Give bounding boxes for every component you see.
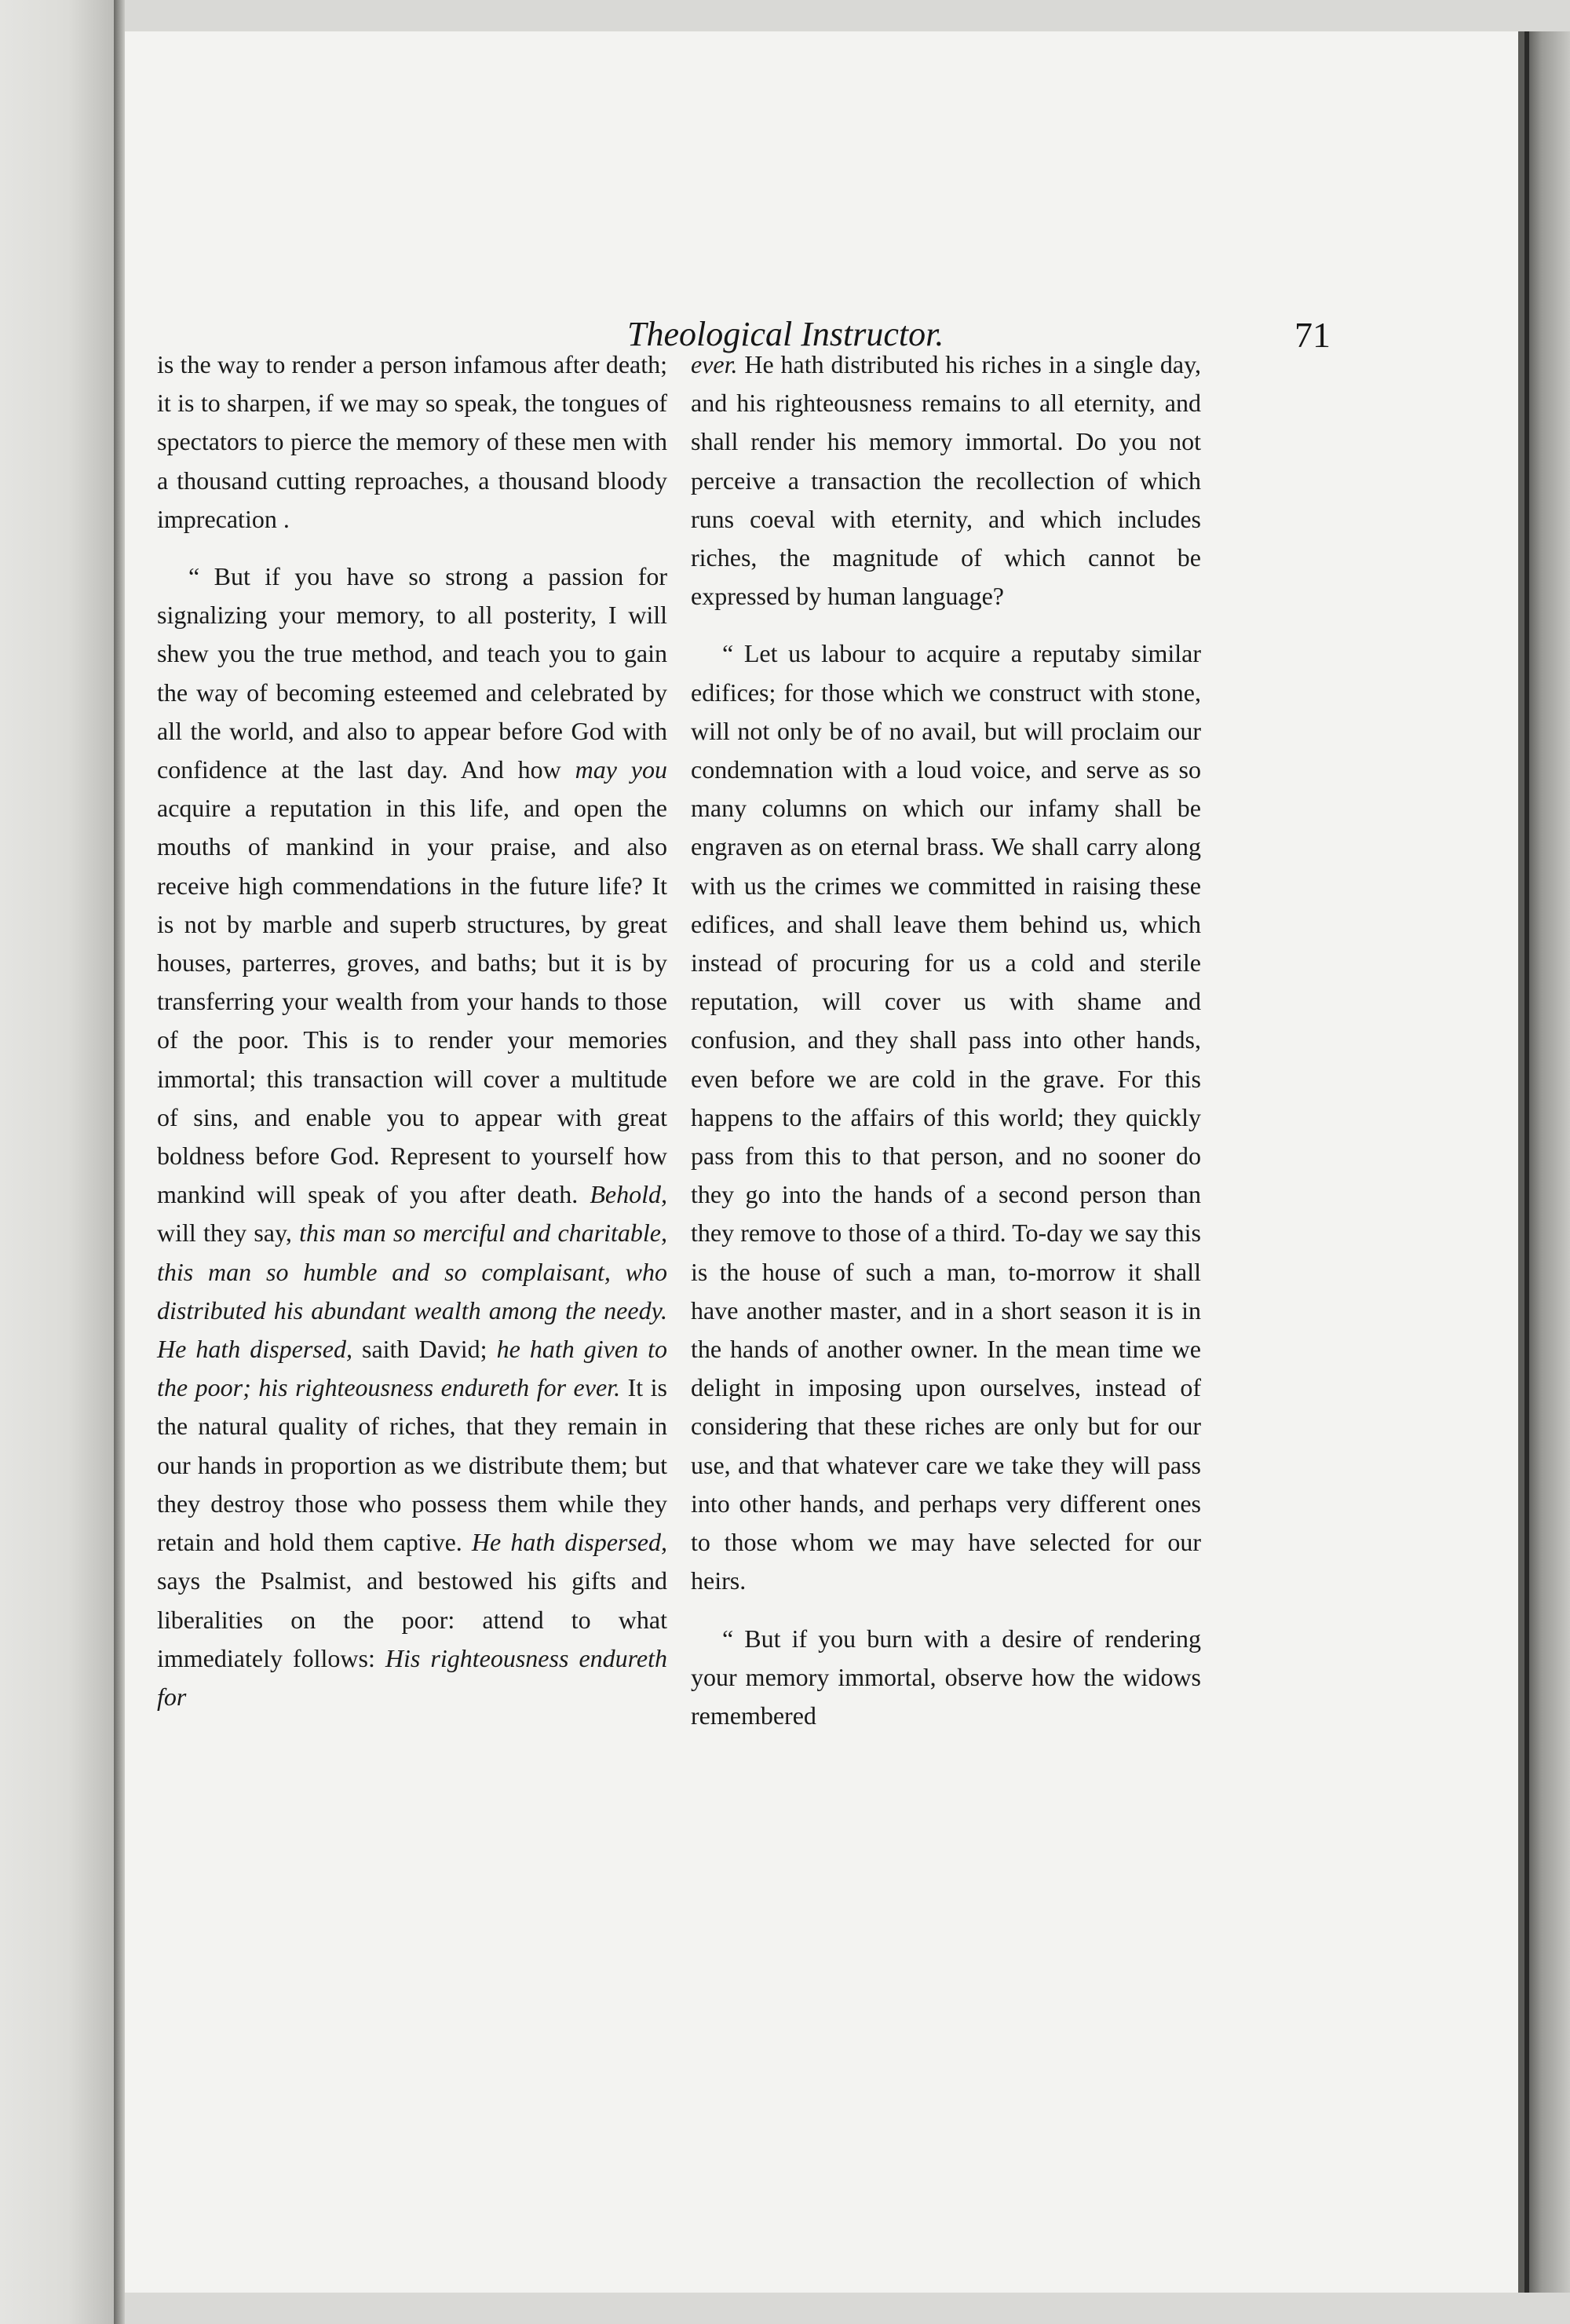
text-column-left — [157, 345, 667, 1735]
paragraph: ever. He hath distributed his riches in a single day, and his righteousness remains to all eternity, and shall render his memory immortal. Do you not perceive a transaction the recollection of which runs coeval with eternity, and which includes riches, the magnitude of which cannot be expressed by human language? — [691, 350, 1201, 611]
page-number: 71 — [1294, 315, 1331, 355]
paragraph: “ But if you burn with a desire of rendering your memory immortal, observe how the widows remembered — [691, 1624, 1201, 1730]
facing-page-edge — [0, 0, 116, 2324]
text-column-right — [691, 345, 1201, 1754]
page-stack-edge — [1523, 31, 1570, 2293]
paragraph: “ But if you have so strong a passion for signalizing your memory, to all posterity, I will shew you the true method, and teach you to gain the way of becoming esteemed and celebrated by all the world, and also to appear before God with confidence at the last day. And how may you acquire a reputation in this life, and open the mouths of mankind in your praise, and also receive high commendations in the future life? It is not by marble and superb structures, by great houses, parterres, groves, and baths; but it is by transferring your wealth from your hands to those of the poor. This is to render your memories immortal; this transaction will cover a multitude of sins, and enable you to appear with great boldness before God. Represent to yourself how mankind will speak of you after death. Behold, will they say, this man so merciful and charitable, this man so humble and so complaisant, who distributed his abundant wealth among the needy. He hath dispersed, saith David; he hath given to the poor; his righteousness endureth for ever. It is the natural quality of riches, that they remain in our hands in proportion as we distribute them; but they destroy those who possess them while they retain and hold them captive. He hath dispersed, says the Psalmist, and bestowed his gifts and liberalities on the poor: attend to what immediately follows: His righteousness endureth for — [157, 562, 668, 1711]
paragraph: is the way to render a person infamous after death; it is to sharpen, if we may so speak, the tongues of spectators to pierce the memory of these men with a thousand cutting reproaches, a thousand bloody imprecation . — [157, 350, 667, 533]
running-title: Theological Instructor. — [627, 315, 944, 353]
book-gutter — [114, 0, 125, 2324]
paragraph: “ Let us labour to acquire a reputaby similar edifices; for those which we construct with stone, will not only be of no avail, but will proclaim our condemnation with a loud voice, and serve as so many columns on which our infamy shall be engraven as on eternal brass. We shall carry along with us the crimes we committed in raising these edifices, and shall leave them behind us, which instead of procuring for us a cold and sterile reputation, will cover us with shame and confusion, and they shall pass into other hands, even before we are cold in the grave. For this happens to the affairs of this world; they quickly pass from this to that person, and no sooner do they go into the hands of a second person than they remove to those of a third. To-day we say this is the house of such a man, to-morrow it shall have another master, and in a short season it is in the hands of another owner. In the mean time we delight in imposing upon ourselves, instead of considering that these riches are only but for our use, and that whatever care we take they will pass into other hands, and perhaps very different ones to those whom we may have selected for our heirs. — [691, 639, 1201, 1595]
